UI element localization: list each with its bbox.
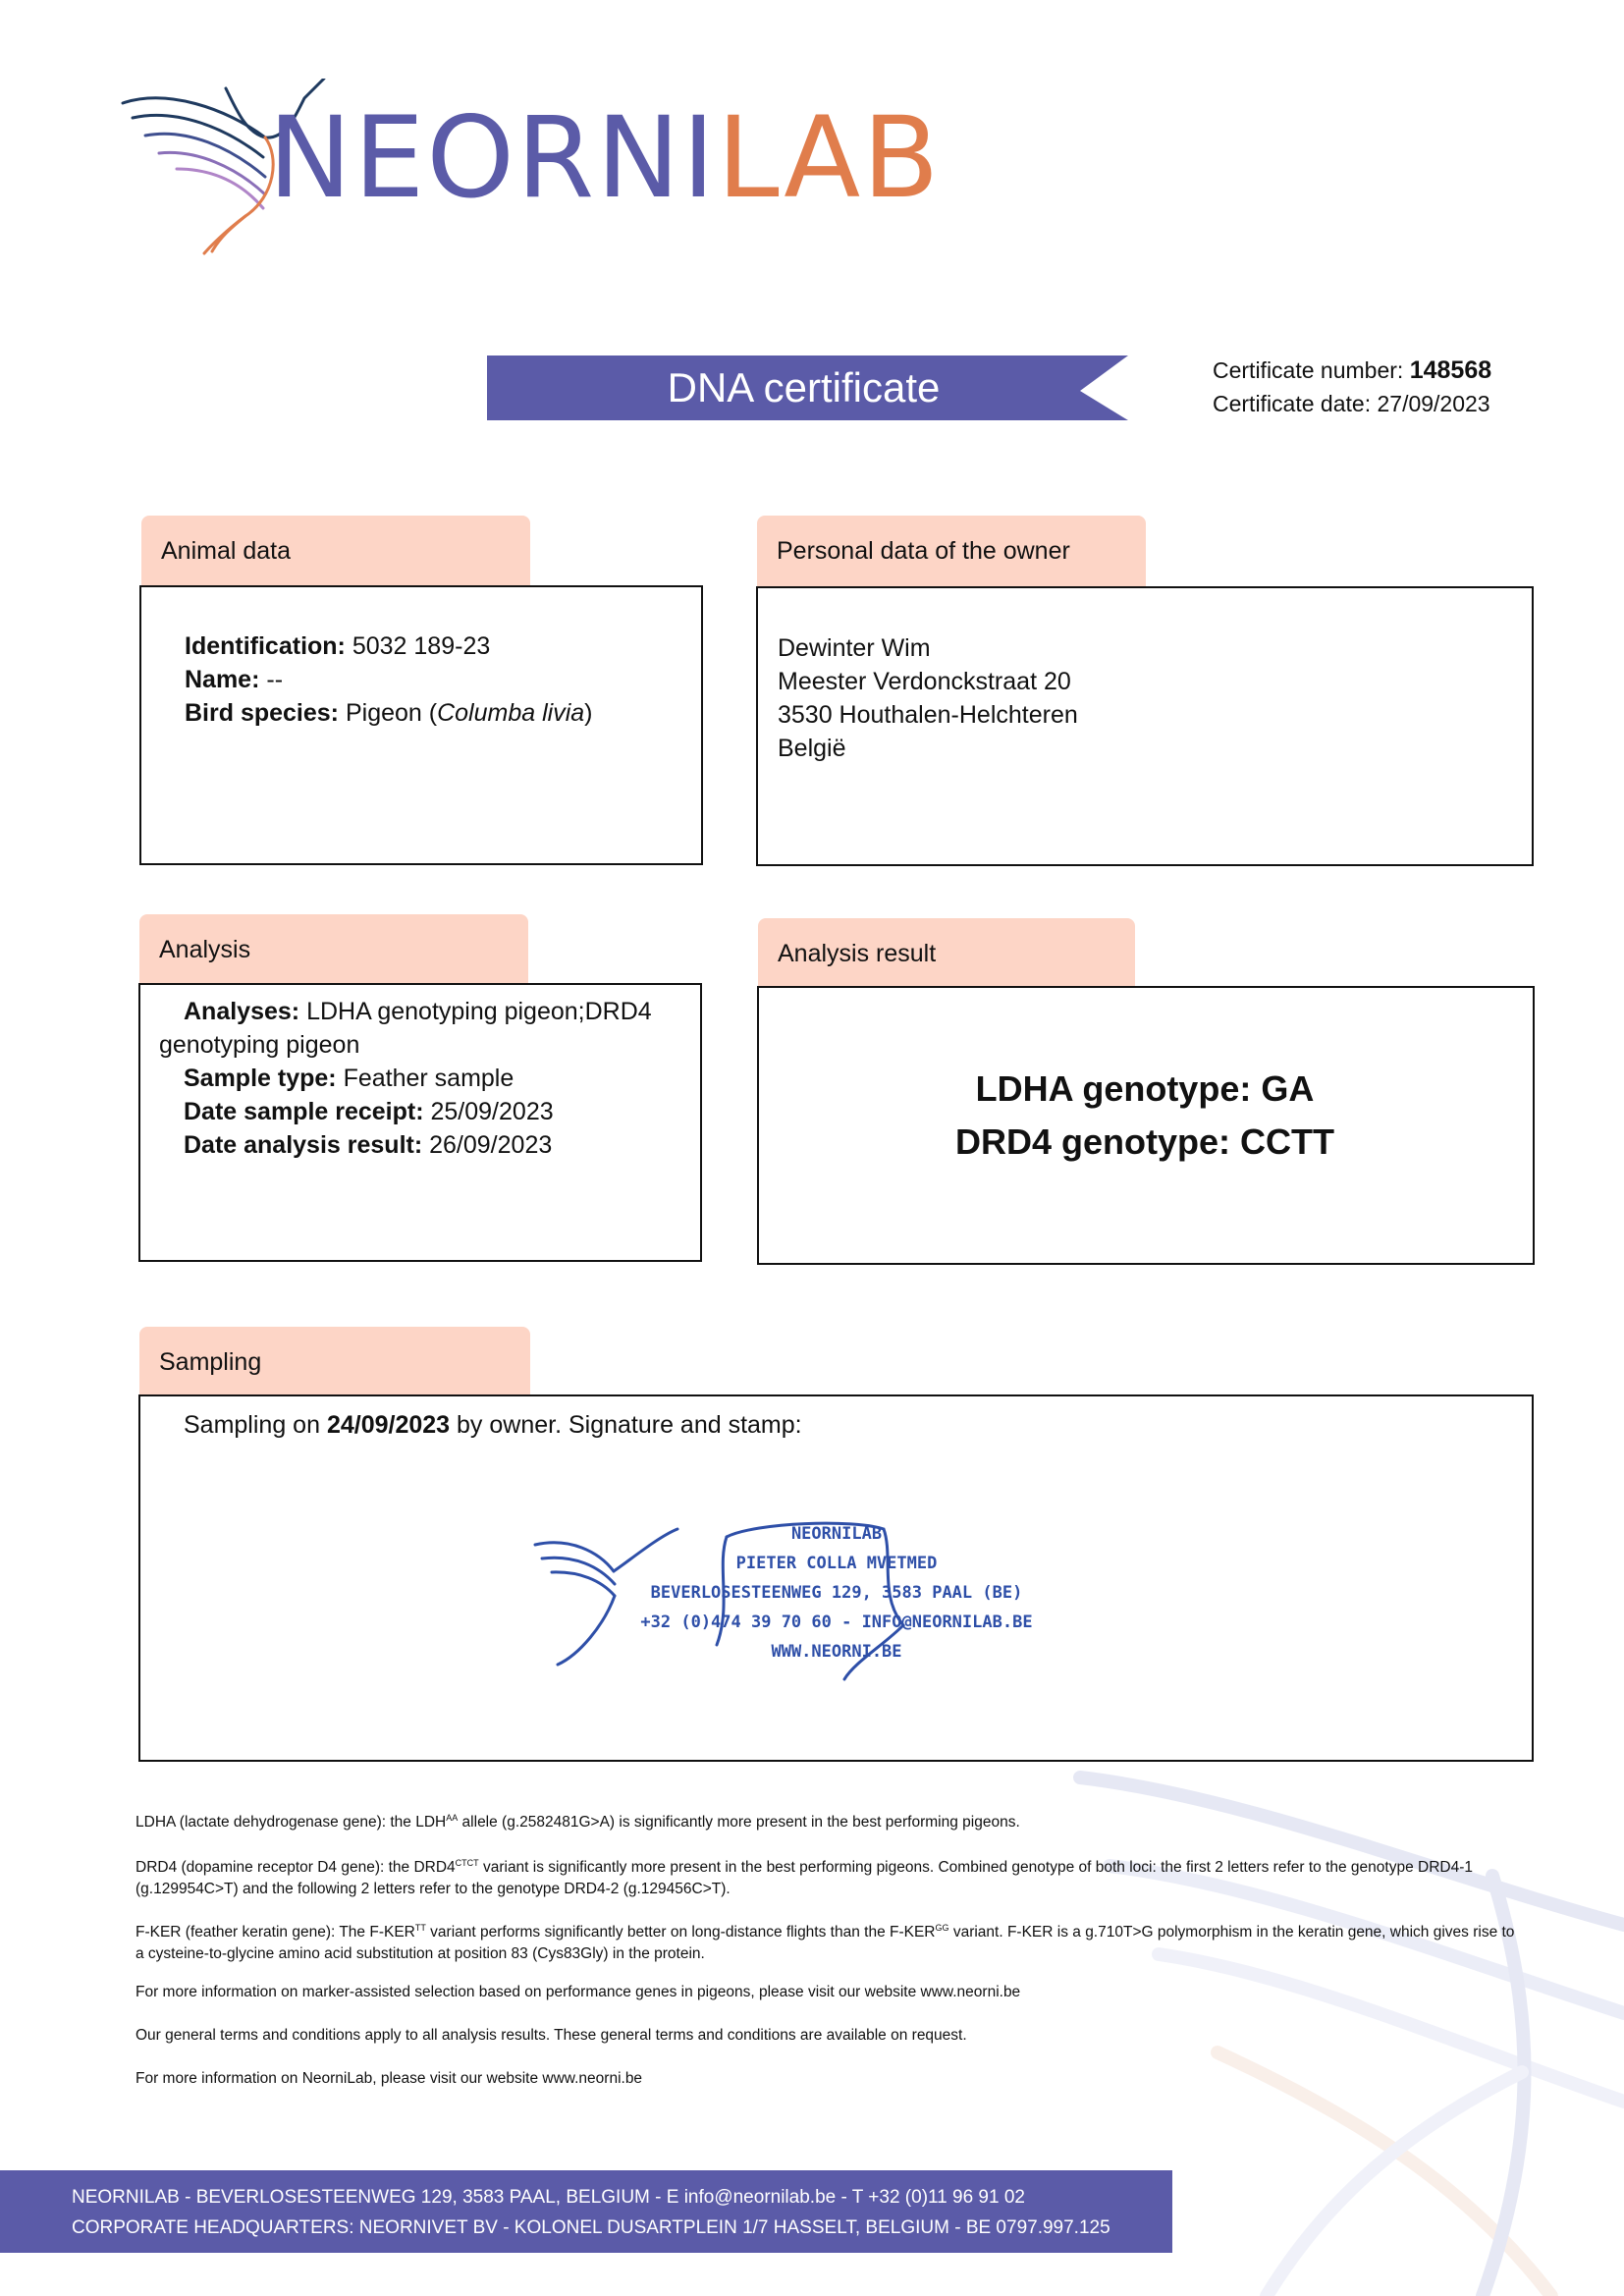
note-ldha-b: allele (g.2582481G>A) is significantly more present in the best performing pigeons. [458,1814,1020,1831]
owner-country: België [778,735,846,762]
certificate-number-label: Certificate number: [1213,357,1404,383]
note-fker [135,1917,1520,1965]
sample-type-row [159,1062,689,1095]
certificate-date: 27/09/2023 [1377,391,1490,416]
species-close: ) [584,699,593,727]
species-row [185,696,592,730]
analysis-result-date-row [159,1128,689,1162]
note-ldha-a: LDHA (lactate dehydrogenase gene): the LDH [135,1814,447,1831]
sampling-tab: Sampling [139,1327,530,1397]
footer-line-1: NEORNILAB - BEVERLOSESTEENWEG 129, 3583 PAAL, BELGIUM - E info@neornilab.be - T +32 (0)11 96 91 02 [72,2187,1025,2208]
owner-address [778,631,1078,765]
certificate-meta [1213,354,1491,420]
note-fker-b: variant performs significantly better on long-distance flights than the F-KER [425,1924,936,1941]
note-ldha [135,1807,1520,1833]
sample-receipt-value: 25/09/2023 [430,1098,554,1125]
logo-wordmark [268,92,942,223]
note-more-lab: For more information on NeorniLab, please visit our website www.neorni.be [135,2070,643,2087]
certificate-date-row [1213,387,1491,420]
note-drd4-a: DRD4 (dopamine receptor D4 gene): the DRD4 [135,1859,456,1877]
sampling-statement [184,1408,802,1442]
identification-row [185,629,592,663]
analysis-tab: Analysis [139,914,528,985]
analyses-value: LDHA genotyping pigeon;DRD4 [306,998,652,1025]
note-fker-sup2: GG [935,1923,949,1933]
analysis-result-tab: Analysis result [758,918,1135,989]
stamp-line-1: NEORNILAB [790,1524,883,1544]
note-fker-c: variant. F-KER is a g.710T>G polymorphism in the keratin gene, which gives rise to a cysteine-to-glycine amino acid substitution at position 83 (Cys83Gly) in the protein. [135,1924,1515,1963]
footer-line-2: CORPORATE HEADQUARTERS: NEORNIVET BV - KOLONEL DUSARTPLEIN 1/7 HASSELT, BELGIUM - BE 0797.997.125 [72,2217,1110,2238]
stamp-line-5: WWW.NEORNI.BE [771,1642,902,1662]
owner-city: 3530 Houthalen-Helchteren [778,701,1078,729]
drd4-genotype: DRD4 genotype: CCTT [955,1121,1334,1162]
sample-type-value: Feather sample [343,1065,514,1092]
note-drd4 [135,1852,1520,1900]
stamp-line-3: BEVERLOSESTEENWEG 129, 3583 PAAL (BE) [650,1583,1023,1603]
analysis-fields [159,995,689,1162]
note-terms: Our general terms and conditions apply to all analysis results. These general terms and conditions are available on request. [135,2027,967,2044]
identification-label: Identification: [185,632,346,660]
certificate-number: 148568 [1409,356,1492,384]
analyses-value-cont: genotyping pigeon [159,1031,360,1059]
name-label: Name: [185,666,260,693]
genotype-results [758,1063,1532,1169]
animal-data-fields [185,629,592,730]
analyses-label: Analyses: [184,998,300,1025]
species-latin: Columba livia [437,699,585,727]
signature-stamp [530,1517,1041,1684]
note-fker-a: F-KER (feather keratin gene): The F-KER [135,1924,415,1941]
sampling-suffix: by owner. Signature and stamp: [450,1411,802,1439]
note-drd4-b: variant is significantly more present in the best performing pigeons. Combined genotype of both loci: the first 2 letters refer to the genotype DRD4-1 (g.129954C>T) and the following 2 letters refer to the genotype DRD4-2 (g.129456C>T). [135,1859,1473,1898]
logo-neorni: NEORNI [268,92,718,223]
animal-data-tab: Animal data [141,516,530,586]
certificate-date-label: Certificate date: [1213,391,1372,416]
species-common: Pigeon ( [345,699,438,727]
page-title: DNA certificate [667,364,941,410]
note-ldha-sup: AA [446,1813,459,1823]
stamp-line-4: +32 (0)474 39 70 60 - INFO@NEORNILAB.BE [640,1613,1033,1632]
footer [0,2170,1172,2253]
logo-lab: LAB [717,92,942,223]
sampling-date: 24/09/2023 [326,1411,451,1439]
note-fker-sup1: TT [414,1923,426,1933]
analyses-row [159,995,689,1028]
species-label: Bird species: [185,699,340,727]
sample-receipt-label: Date sample receipt: [184,1098,424,1125]
owner-street: Meester Verdonckstraat 20 [778,668,1071,695]
certificate-number-row [1213,354,1491,387]
sample-receipt-row [159,1095,689,1128]
note-more-markers: For more information on marker-assisted selection based on performance genes in pigeons, please visit our website www.neorni.be [135,1984,1021,2000]
note-drd4-sup: CTCT [455,1858,479,1868]
owner-data-tab: Personal data of the owner [757,516,1146,586]
sampling-prefix: Sampling on [184,1411,327,1439]
ldha-genotype: LDHA genotype: GA [975,1068,1315,1109]
stamp-line-2: PIETER COLLA MVETMED [735,1554,938,1573]
analysis-result-date-value: 26/09/2023 [429,1131,553,1159]
sample-type-label: Sample type: [184,1065,337,1092]
name-value: -- [266,666,284,693]
owner-name: Dewinter Wim [778,634,931,662]
analysis-result-date-label: Date analysis result: [184,1131,423,1159]
name-row [185,663,592,696]
identification-value: 5032 189-23 [352,632,491,660]
